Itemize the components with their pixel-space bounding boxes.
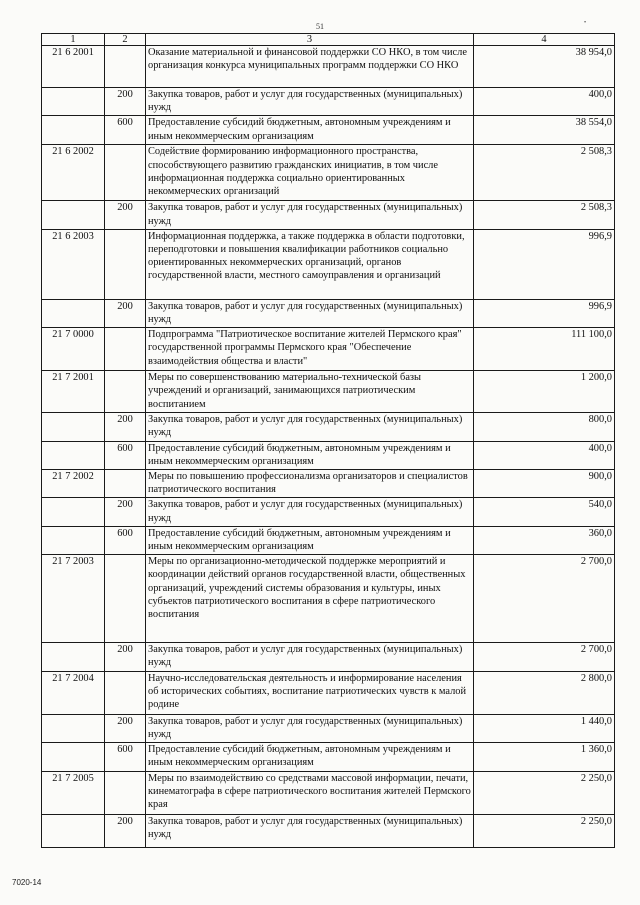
row-description-cell: Закупка товаров, работ и услуг для государственных (муниципальных) нужд bbox=[146, 299, 474, 327]
row-amount-cell: 2 508,3 bbox=[474, 201, 615, 229]
row-amount-cell: 2 700,0 bbox=[474, 555, 615, 643]
table-row bbox=[42, 555, 615, 643]
table-row bbox=[42, 671, 615, 714]
row-description-cell: Закупка товаров, работ и услуг для государственных (муниципальных) нужд bbox=[146, 88, 474, 116]
row-description-cell: Информационная поддержка, а также поддержка в области подготовки, переподготовки и повышения квалификации работников социально ориентированных некоммерческих организаций, органов государственной власти, местного самоуправления и организаций bbox=[146, 229, 474, 299]
row-code-cell bbox=[42, 88, 105, 116]
row-amount-cell: 400,0 bbox=[474, 441, 615, 469]
row-expense-type-cell: 200 bbox=[105, 201, 146, 229]
row-description-cell: Закупка товаров, работ и услуг для государственных (муниципальных) нужд bbox=[146, 714, 474, 742]
table-row bbox=[42, 413, 615, 441]
row-amount-cell: 900,0 bbox=[474, 470, 615, 498]
row-amount-cell: 1 200,0 bbox=[474, 371, 615, 413]
row-expense-type-cell: 200 bbox=[105, 299, 146, 327]
row-description-cell: Предоставление субсидий бюджетным, автономным учреждениям и иным некоммерческим организациям bbox=[146, 526, 474, 554]
table-row bbox=[42, 46, 615, 88]
table-row bbox=[42, 526, 615, 554]
table-row bbox=[42, 714, 615, 742]
table-row bbox=[42, 371, 615, 413]
table-row bbox=[42, 643, 615, 671]
row-expense-type-cell bbox=[105, 229, 146, 299]
row-amount-cell: 1 360,0 bbox=[474, 743, 615, 772]
column-header-2: 2 bbox=[105, 34, 146, 46]
row-code-cell: 21 7 0000 bbox=[42, 328, 105, 371]
row-expense-type-cell: 200 bbox=[105, 88, 146, 116]
column-header-4: 4 bbox=[474, 34, 615, 46]
row-amount-cell: 996,9 bbox=[474, 299, 615, 327]
table-row bbox=[42, 145, 615, 201]
column-header-3: 3 bbox=[146, 34, 474, 46]
row-expense-type-cell bbox=[105, 772, 146, 815]
row-amount-cell: 2 250,0 bbox=[474, 815, 615, 848]
row-expense-type-cell: 600 bbox=[105, 743, 146, 772]
row-expense-type-cell: 200 bbox=[105, 815, 146, 848]
row-description-cell: Меры по повышению профессионализма организаторов и специалистов патриотического воспитания bbox=[146, 470, 474, 498]
table-row bbox=[42, 498, 615, 526]
table-row bbox=[42, 772, 615, 815]
row-description-cell: Научно-исследовательская деятельность и информирование населения об исторических событиях, воспитание патриотических чувств к малой родине bbox=[146, 671, 474, 714]
row-code-cell bbox=[42, 714, 105, 742]
table-body bbox=[42, 46, 615, 848]
row-code-cell bbox=[42, 116, 105, 145]
row-description-cell: Закупка товаров, работ и услуг для государственных (муниципальных) нужд bbox=[146, 201, 474, 229]
table-row bbox=[42, 743, 615, 772]
row-amount-cell: 400,0 bbox=[474, 88, 615, 116]
row-description-cell: Закупка товаров, работ и услуг для государственных (муниципальных) нужд bbox=[146, 413, 474, 441]
corner-mark: • bbox=[584, 20, 587, 26]
table-row bbox=[42, 470, 615, 498]
row-code-cell: 21 7 2003 bbox=[42, 555, 105, 643]
row-expense-type-cell bbox=[105, 46, 146, 88]
row-code-cell: 21 7 2002 bbox=[42, 470, 105, 498]
row-code-cell bbox=[42, 413, 105, 441]
page-number: 51 bbox=[316, 22, 324, 31]
row-code-cell bbox=[42, 299, 105, 327]
table-row bbox=[42, 201, 615, 229]
row-amount-cell: 540,0 bbox=[474, 498, 615, 526]
table-row bbox=[42, 441, 615, 469]
row-expense-type-cell: 200 bbox=[105, 413, 146, 441]
row-amount-cell: 38 554,0 bbox=[474, 116, 615, 145]
row-description-cell: Содействие формированию информационного пространства, способствующего развитию гражданских инициатив, в том числе информационная поддержка социально ориентированных некоммерческих организаций bbox=[146, 145, 474, 201]
row-code-cell: 21 7 2001 bbox=[42, 371, 105, 413]
row-expense-type-cell: 200 bbox=[105, 498, 146, 526]
row-code-cell: 21 6 2001 bbox=[42, 46, 105, 88]
row-code-cell bbox=[42, 743, 105, 772]
row-code-cell: 21 7 2004 bbox=[42, 671, 105, 714]
row-code-cell: 21 7 2005 bbox=[42, 772, 105, 815]
document-number: 7020-14 bbox=[12, 878, 42, 887]
table-row bbox=[42, 116, 615, 145]
row-expense-type-cell bbox=[105, 671, 146, 714]
row-code-cell bbox=[42, 526, 105, 554]
row-amount-cell: 38 954,0 bbox=[474, 46, 615, 88]
row-description-cell: Предоставление субсидий бюджетным, автономным учреждениям и иным некоммерческим организациям bbox=[146, 441, 474, 469]
row-code-cell: 21 6 2002 bbox=[42, 145, 105, 201]
row-expense-type-cell bbox=[105, 145, 146, 201]
row-expense-type-cell: 600 bbox=[105, 441, 146, 469]
table-row bbox=[42, 815, 615, 848]
row-amount-cell: 2 250,0 bbox=[474, 772, 615, 815]
row-expense-type-cell bbox=[105, 555, 146, 643]
row-code-cell bbox=[42, 201, 105, 229]
budget-table bbox=[41, 33, 615, 848]
row-amount-cell: 111 100,0 bbox=[474, 328, 615, 371]
row-description-cell: Предоставление субсидий бюджетным, автономным учреждениям и иным некоммерческим организациям bbox=[146, 116, 474, 145]
row-amount-cell: 996,9 bbox=[474, 229, 615, 299]
row-code-cell bbox=[42, 643, 105, 671]
row-amount-cell: 2 508,3 bbox=[474, 145, 615, 201]
row-code-cell bbox=[42, 441, 105, 469]
row-code-cell: 21 6 2003 bbox=[42, 229, 105, 299]
row-description-cell: Закупка товаров, работ и услуг для государственных (муниципальных) нужд bbox=[146, 498, 474, 526]
row-expense-type-cell: 600 bbox=[105, 116, 146, 145]
row-expense-type-cell: 200 bbox=[105, 714, 146, 742]
table-row bbox=[42, 88, 615, 116]
row-code-cell bbox=[42, 815, 105, 848]
row-description-cell: Меры по организационно-методической поддержке мероприятий и координации действий органов государственной власти, общественных организаций, учреждений системы образования и культуры, иных субъектов патриотического воспитания в сфере патриотического воспитания bbox=[146, 555, 474, 643]
row-description-cell: Закупка товаров, работ и услуг для государственных (муниципальных) нужд bbox=[146, 643, 474, 671]
row-description-cell: Оказание материальной и финансовой поддержки СО НКО, в том числе организация конкурса муниципальных программ поддержки СО НКО bbox=[146, 46, 474, 88]
column-header-1: 1 bbox=[42, 34, 105, 46]
table-row bbox=[42, 328, 615, 371]
row-amount-cell: 2 700,0 bbox=[474, 643, 615, 671]
row-amount-cell: 1 440,0 bbox=[474, 714, 615, 742]
row-expense-type-cell: 200 bbox=[105, 643, 146, 671]
row-expense-type-cell bbox=[105, 328, 146, 371]
row-description-cell: Закупка товаров, работ и услуг для государственных (муниципальных) нужд bbox=[146, 815, 474, 848]
row-expense-type-cell: 600 bbox=[105, 526, 146, 554]
row-code-cell bbox=[42, 498, 105, 526]
row-expense-type-cell bbox=[105, 470, 146, 498]
row-description-cell: Меры по взаимодействию со средствами массовой информации, печати, кинематографа в сфере патриотического воспитания жителей Пермского края bbox=[146, 772, 474, 815]
table-row bbox=[42, 229, 615, 299]
row-description-cell: Меры по совершенствованию материально-технической базы учреждений и организаций, занимающихся патриотическим воспитанием bbox=[146, 371, 474, 413]
table-row bbox=[42, 299, 615, 327]
row-description-cell: Предоставление субсидий бюджетным, автономным учреждениям и иным некоммерческим организациям bbox=[146, 743, 474, 772]
row-amount-cell: 360,0 bbox=[474, 526, 615, 554]
header-row bbox=[42, 34, 615, 46]
row-description-cell: Подпрограмма "Патриотическое воспитание жителей Пермского края" государственной программы Пермского края "Обеспечение взаимодействия общества и власти" bbox=[146, 328, 474, 371]
row-amount-cell: 800,0 bbox=[474, 413, 615, 441]
row-amount-cell: 2 800,0 bbox=[474, 671, 615, 714]
row-expense-type-cell bbox=[105, 371, 146, 413]
